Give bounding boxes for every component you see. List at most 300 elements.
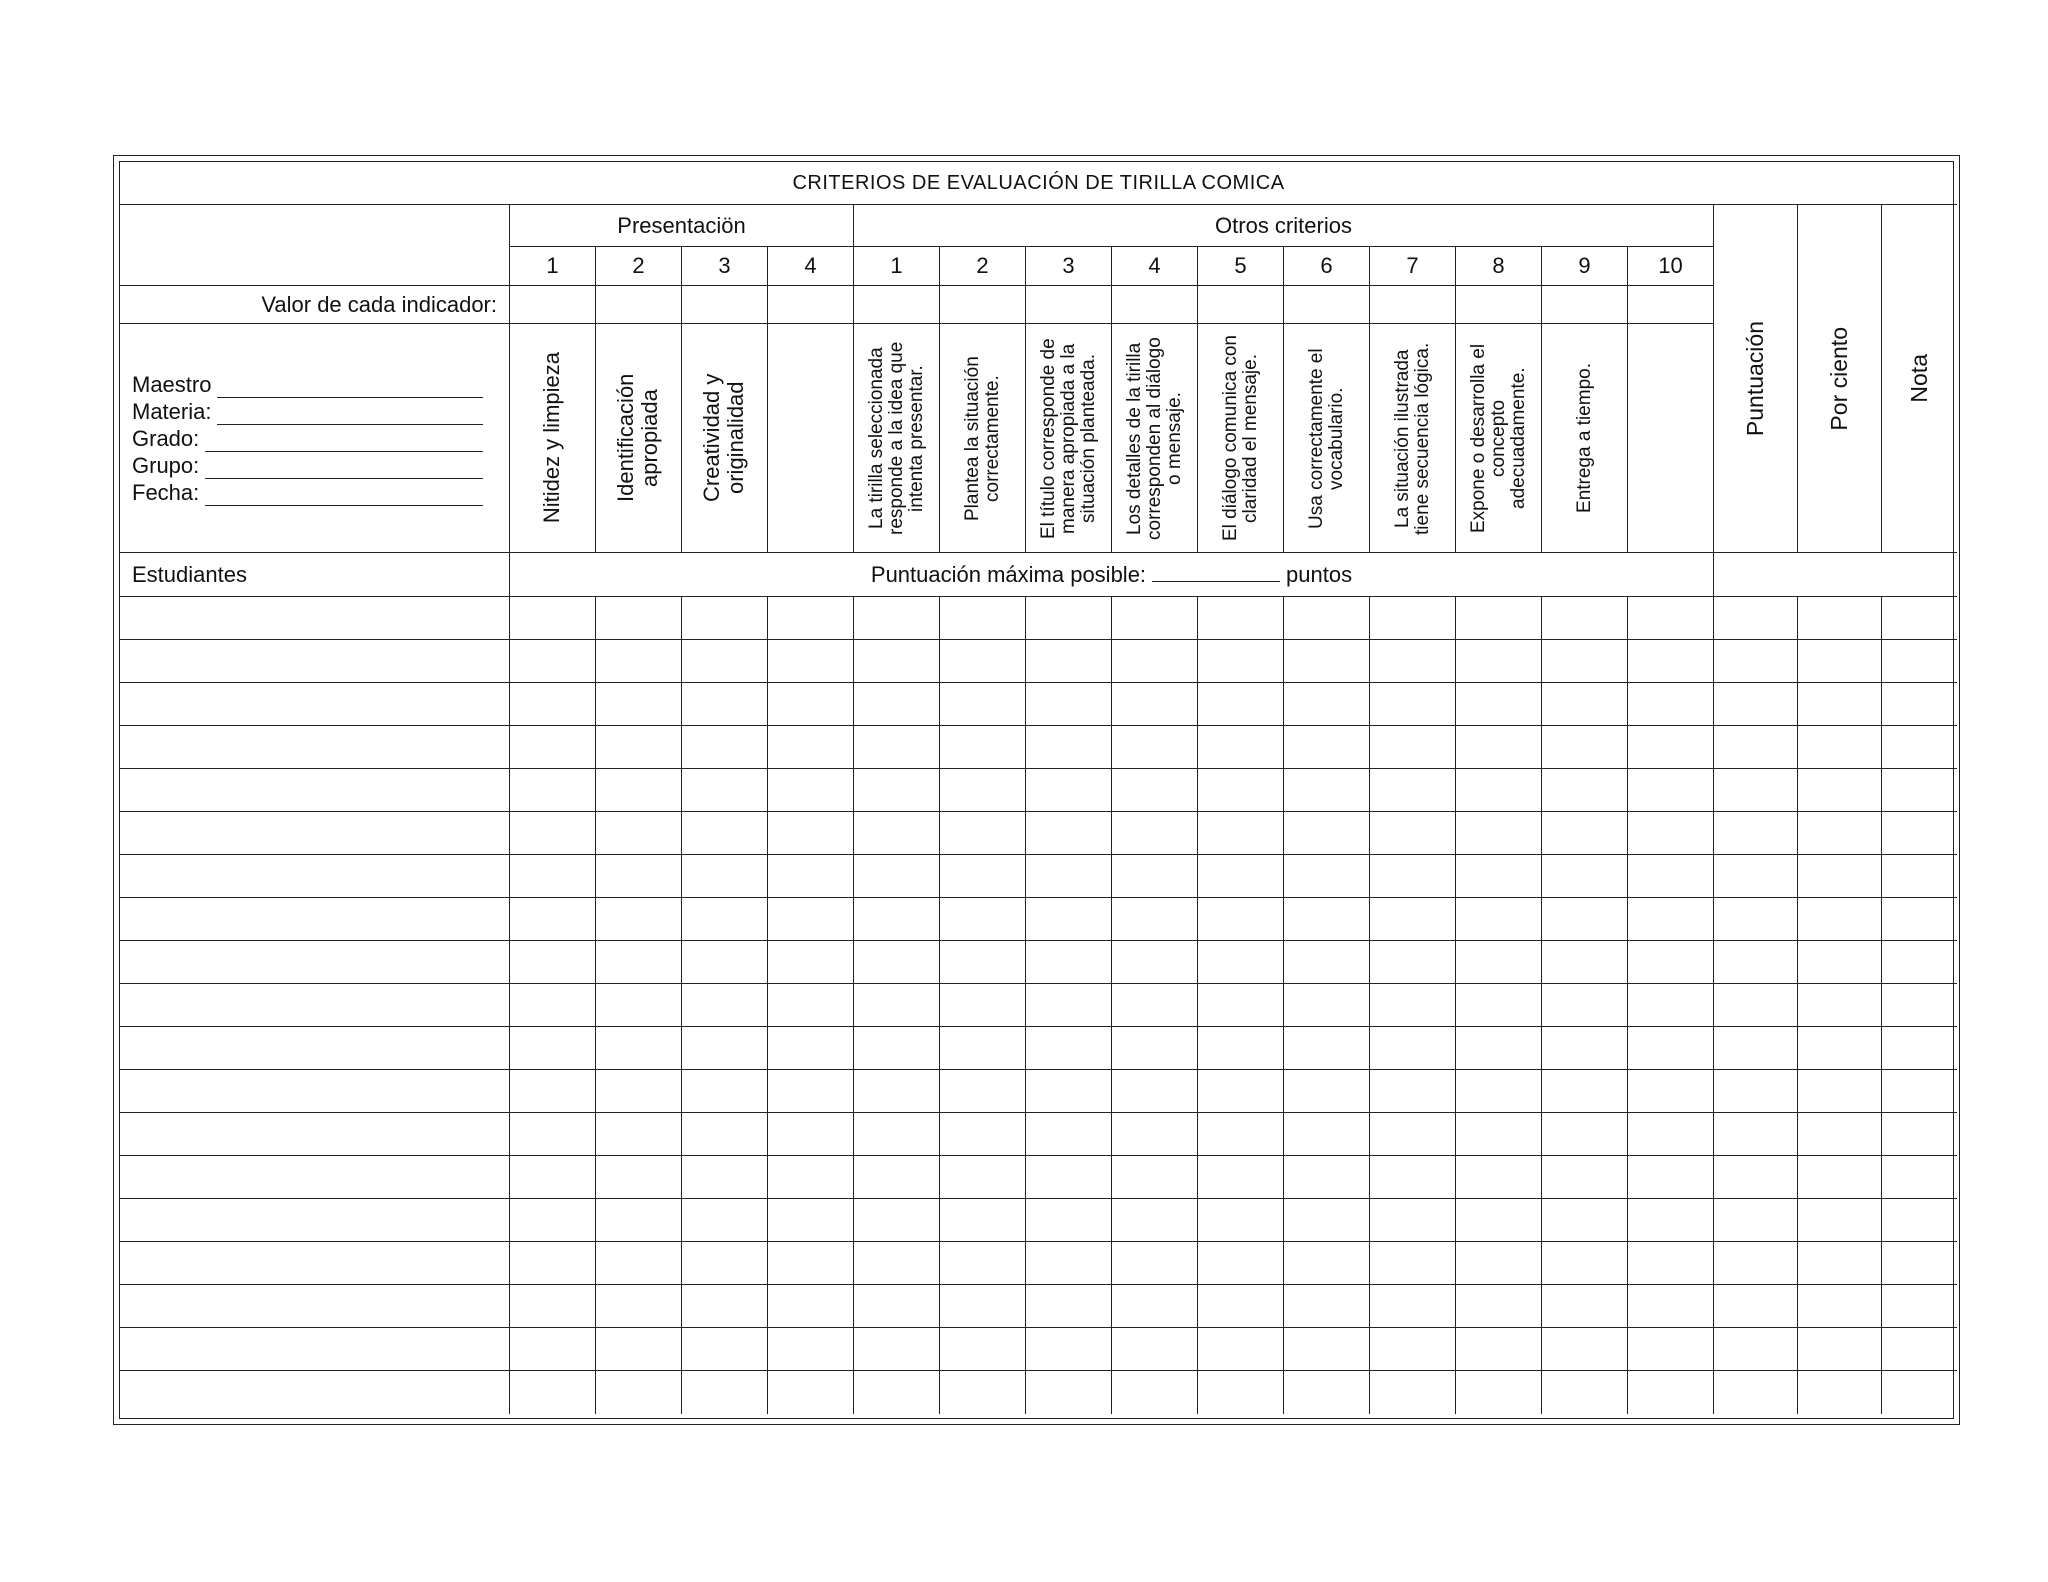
table-cell[interactable] xyxy=(1714,984,1798,1027)
table-cell[interactable] xyxy=(1798,683,1882,726)
table-cell[interactable] xyxy=(854,1156,940,1199)
table-cell[interactable] xyxy=(940,1242,1026,1285)
table-cell[interactable] xyxy=(510,1242,596,1285)
table-cell[interactable] xyxy=(596,1113,682,1156)
table-cell[interactable] xyxy=(1456,1328,1542,1371)
table-cell[interactable] xyxy=(1798,1285,1882,1328)
table-cell[interactable] xyxy=(1198,812,1284,855)
table-cell[interactable] xyxy=(1714,898,1798,941)
table-cell[interactable] xyxy=(1284,1242,1370,1285)
table-cell[interactable] xyxy=(682,1285,768,1328)
table-cell[interactable] xyxy=(1370,984,1456,1027)
table-cell[interactable] xyxy=(1112,855,1198,898)
table-cell[interactable] xyxy=(510,726,596,769)
table-cell[interactable] xyxy=(768,1285,854,1328)
info-blank-1[interactable] xyxy=(217,378,483,398)
table-cell[interactable] xyxy=(1882,1371,1957,1414)
table-cell[interactable] xyxy=(1198,898,1284,941)
table-cell[interactable] xyxy=(596,769,682,812)
table-cell[interactable] xyxy=(854,769,940,812)
table-cell[interactable] xyxy=(682,984,768,1027)
table-cell[interactable] xyxy=(1026,597,1112,640)
student-name-cell[interactable] xyxy=(120,1070,510,1113)
table-cell[interactable] xyxy=(1198,640,1284,683)
presentacion-value-cell-4[interactable] xyxy=(768,286,854,324)
table-cell[interactable] xyxy=(1370,683,1456,726)
table-cell[interactable] xyxy=(596,1027,682,1070)
table-cell[interactable] xyxy=(940,984,1026,1027)
table-cell[interactable] xyxy=(1542,1113,1628,1156)
table-cell[interactable] xyxy=(1882,597,1957,640)
table-cell[interactable] xyxy=(682,1371,768,1414)
table-cell[interactable] xyxy=(854,1242,940,1285)
table-cell[interactable] xyxy=(854,984,940,1027)
otros-value-cell-2[interactable] xyxy=(940,286,1026,324)
table-cell[interactable] xyxy=(1542,984,1628,1027)
table-cell[interactable] xyxy=(1370,898,1456,941)
table-cell[interactable] xyxy=(1882,726,1957,769)
table-cell[interactable] xyxy=(1370,1242,1456,1285)
table-cell[interactable] xyxy=(1284,1371,1370,1414)
table-cell[interactable] xyxy=(1882,941,1957,984)
table-cell[interactable] xyxy=(940,855,1026,898)
student-name-cell[interactable] xyxy=(120,640,510,683)
table-cell[interactable] xyxy=(1456,941,1542,984)
table-cell[interactable] xyxy=(1456,640,1542,683)
table-cell[interactable] xyxy=(510,1156,596,1199)
table-cell[interactable] xyxy=(768,640,854,683)
table-cell[interactable] xyxy=(682,1328,768,1371)
table-cell[interactable] xyxy=(1542,1199,1628,1242)
student-name-cell[interactable] xyxy=(120,769,510,812)
table-cell[interactable] xyxy=(1198,1371,1284,1414)
table-cell[interactable] xyxy=(1198,597,1284,640)
table-cell[interactable] xyxy=(1370,1328,1456,1371)
table-cell[interactable] xyxy=(1714,812,1798,855)
table-cell[interactable] xyxy=(1284,1027,1370,1070)
table-cell[interactable] xyxy=(1370,1070,1456,1113)
table-cell[interactable] xyxy=(1798,984,1882,1027)
table-cell[interactable] xyxy=(1370,1199,1456,1242)
table-cell[interactable] xyxy=(596,597,682,640)
otros-value-cell-7[interactable] xyxy=(1370,286,1456,324)
table-cell[interactable] xyxy=(1112,1027,1198,1070)
table-cell[interactable] xyxy=(1714,1328,1798,1371)
table-cell[interactable] xyxy=(1456,984,1542,1027)
otros-value-cell-9[interactable] xyxy=(1542,286,1628,324)
table-cell[interactable] xyxy=(1628,726,1714,769)
student-name-cell[interactable] xyxy=(120,1156,510,1199)
info-blank-4[interactable] xyxy=(205,459,483,479)
student-name-cell[interactable] xyxy=(120,1328,510,1371)
table-cell[interactable] xyxy=(854,1328,940,1371)
table-cell[interactable] xyxy=(1798,1070,1882,1113)
otros-value-cell-3[interactable] xyxy=(1026,286,1112,324)
table-cell[interactable] xyxy=(1714,1242,1798,1285)
table-cell[interactable] xyxy=(510,683,596,726)
table-cell[interactable] xyxy=(1112,812,1198,855)
table-cell[interactable] xyxy=(1198,1328,1284,1371)
table-cell[interactable] xyxy=(1798,1371,1882,1414)
table-cell[interactable] xyxy=(1198,855,1284,898)
table-cell[interactable] xyxy=(682,597,768,640)
table-cell[interactable] xyxy=(1112,683,1198,726)
table-cell[interactable] xyxy=(1370,941,1456,984)
table-cell[interactable] xyxy=(1112,726,1198,769)
table-cell[interactable] xyxy=(1112,1070,1198,1113)
table-cell[interactable] xyxy=(1198,683,1284,726)
table-cell[interactable] xyxy=(1112,640,1198,683)
table-cell[interactable] xyxy=(854,1199,940,1242)
table-cell[interactable] xyxy=(1284,1156,1370,1199)
table-cell[interactable] xyxy=(768,1070,854,1113)
table-cell[interactable] xyxy=(1198,1156,1284,1199)
table-cell[interactable] xyxy=(1628,812,1714,855)
table-cell[interactable] xyxy=(510,1070,596,1113)
table-cell[interactable] xyxy=(1542,812,1628,855)
table-cell[interactable] xyxy=(682,941,768,984)
table-cell[interactable] xyxy=(1198,769,1284,812)
table-cell[interactable] xyxy=(1882,1113,1957,1156)
table-cell[interactable] xyxy=(1714,855,1798,898)
table-cell[interactable] xyxy=(1714,1027,1798,1070)
student-name-cell[interactable] xyxy=(120,984,510,1027)
table-cell[interactable] xyxy=(1628,640,1714,683)
table-cell[interactable] xyxy=(596,812,682,855)
table-cell[interactable] xyxy=(682,1242,768,1285)
table-cell[interactable] xyxy=(1798,1027,1882,1070)
table-cell[interactable] xyxy=(1284,726,1370,769)
table-cell[interactable] xyxy=(1882,1156,1957,1199)
otros-value-cell-6[interactable] xyxy=(1284,286,1370,324)
table-cell[interactable] xyxy=(1370,1371,1456,1414)
table-cell[interactable] xyxy=(1026,640,1112,683)
info-blank-5[interactable] xyxy=(205,486,483,506)
table-cell[interactable] xyxy=(1284,812,1370,855)
otros-value-cell-1[interactable] xyxy=(854,286,940,324)
table-cell[interactable] xyxy=(1882,855,1957,898)
table-cell[interactable] xyxy=(768,984,854,1027)
table-cell[interactable] xyxy=(1882,769,1957,812)
student-name-cell[interactable] xyxy=(120,1285,510,1328)
table-cell[interactable] xyxy=(1798,640,1882,683)
table-cell[interactable] xyxy=(682,769,768,812)
table-cell[interactable] xyxy=(1456,726,1542,769)
table-cell[interactable] xyxy=(940,1113,1026,1156)
table-cell[interactable] xyxy=(1628,941,1714,984)
table-cell[interactable] xyxy=(1370,1113,1456,1156)
table-cell[interactable] xyxy=(682,855,768,898)
table-cell[interactable] xyxy=(1370,1285,1456,1328)
table-cell[interactable] xyxy=(596,1242,682,1285)
table-cell[interactable] xyxy=(1798,1199,1882,1242)
table-cell[interactable] xyxy=(682,726,768,769)
student-name-cell[interactable] xyxy=(120,898,510,941)
table-cell[interactable] xyxy=(940,597,1026,640)
table-cell[interactable] xyxy=(1026,1371,1112,1414)
table-cell[interactable] xyxy=(682,1199,768,1242)
table-cell[interactable] xyxy=(1026,1199,1112,1242)
table-cell[interactable] xyxy=(1798,898,1882,941)
table-cell[interactable] xyxy=(1026,1242,1112,1285)
table-cell[interactable] xyxy=(854,855,940,898)
table-cell[interactable] xyxy=(510,855,596,898)
table-cell[interactable] xyxy=(940,898,1026,941)
table-cell[interactable] xyxy=(682,812,768,855)
table-cell[interactable] xyxy=(1284,640,1370,683)
table-cell[interactable] xyxy=(1026,984,1112,1027)
table-cell[interactable] xyxy=(1542,898,1628,941)
table-cell[interactable] xyxy=(682,1027,768,1070)
table-cell[interactable] xyxy=(1198,726,1284,769)
table-cell[interactable] xyxy=(1628,898,1714,941)
table-cell[interactable] xyxy=(1628,984,1714,1027)
table-cell[interactable] xyxy=(768,1113,854,1156)
table-cell[interactable] xyxy=(510,1199,596,1242)
table-cell[interactable] xyxy=(510,941,596,984)
table-cell[interactable] xyxy=(510,1371,596,1414)
table-cell[interactable] xyxy=(596,1328,682,1371)
table-cell[interactable] xyxy=(1714,1199,1798,1242)
table-cell[interactable] xyxy=(682,1070,768,1113)
student-name-cell[interactable] xyxy=(120,812,510,855)
table-cell[interactable] xyxy=(1284,1070,1370,1113)
table-cell[interactable] xyxy=(1882,1199,1957,1242)
table-cell[interactable] xyxy=(1882,1328,1957,1371)
table-cell[interactable] xyxy=(510,1285,596,1328)
table-cell[interactable] xyxy=(1198,1199,1284,1242)
table-cell[interactable] xyxy=(940,1328,1026,1371)
table-cell[interactable] xyxy=(1882,898,1957,941)
table-cell[interactable] xyxy=(768,683,854,726)
table-cell[interactable] xyxy=(1542,1242,1628,1285)
otros-value-cell-10[interactable] xyxy=(1628,286,1714,324)
table-cell[interactable] xyxy=(1026,812,1112,855)
table-cell[interactable] xyxy=(1456,1199,1542,1242)
presentacion-value-cell-1[interactable] xyxy=(510,286,596,324)
table-cell[interactable] xyxy=(1628,769,1714,812)
table-cell[interactable] xyxy=(596,1156,682,1199)
table-cell[interactable] xyxy=(1456,1285,1542,1328)
table-cell[interactable] xyxy=(596,640,682,683)
table-cell[interactable] xyxy=(1112,1199,1198,1242)
student-name-cell[interactable] xyxy=(120,683,510,726)
table-cell[interactable] xyxy=(768,726,854,769)
table-cell[interactable] xyxy=(1628,1113,1714,1156)
table-cell[interactable] xyxy=(1284,1199,1370,1242)
table-cell[interactable] xyxy=(1456,855,1542,898)
table-cell[interactable] xyxy=(854,1070,940,1113)
table-cell[interactable] xyxy=(940,683,1026,726)
table-cell[interactable] xyxy=(854,941,940,984)
table-cell[interactable] xyxy=(1112,984,1198,1027)
table-cell[interactable] xyxy=(1284,597,1370,640)
table-cell[interactable] xyxy=(1542,683,1628,726)
table-cell[interactable] xyxy=(768,855,854,898)
table-cell[interactable] xyxy=(1714,726,1798,769)
table-cell[interactable] xyxy=(768,1199,854,1242)
table-cell[interactable] xyxy=(1798,1242,1882,1285)
table-cell[interactable] xyxy=(1026,1285,1112,1328)
table-cell[interactable] xyxy=(1198,1113,1284,1156)
table-cell[interactable] xyxy=(1284,1328,1370,1371)
table-cell[interactable] xyxy=(1798,855,1882,898)
table-cell[interactable] xyxy=(1542,941,1628,984)
table-cell[interactable] xyxy=(1112,597,1198,640)
info-blank-3[interactable] xyxy=(205,432,483,452)
table-cell[interactable] xyxy=(1026,898,1112,941)
table-cell[interactable] xyxy=(1628,1199,1714,1242)
table-cell[interactable] xyxy=(1798,1328,1882,1371)
table-cell[interactable] xyxy=(1882,1285,1957,1328)
table-cell[interactable] xyxy=(854,1285,940,1328)
table-cell[interactable] xyxy=(682,1113,768,1156)
table-cell[interactable] xyxy=(1456,898,1542,941)
table-cell[interactable] xyxy=(1714,640,1798,683)
table-cell[interactable] xyxy=(768,1371,854,1414)
table-cell[interactable] xyxy=(1284,984,1370,1027)
table-cell[interactable] xyxy=(596,1070,682,1113)
table-cell[interactable] xyxy=(1542,1285,1628,1328)
table-cell[interactable] xyxy=(1026,1027,1112,1070)
max-score-blank[interactable] xyxy=(1152,562,1280,582)
table-cell[interactable] xyxy=(1714,597,1798,640)
table-cell[interactable] xyxy=(1456,1027,1542,1070)
table-cell[interactable] xyxy=(1542,597,1628,640)
table-cell[interactable] xyxy=(596,726,682,769)
table-cell[interactable] xyxy=(1714,1156,1798,1199)
table-cell[interactable] xyxy=(1798,726,1882,769)
table-cell[interactable] xyxy=(1714,1285,1798,1328)
table-cell[interactable] xyxy=(596,898,682,941)
table-cell[interactable] xyxy=(682,683,768,726)
table-cell[interactable] xyxy=(682,1156,768,1199)
table-cell[interactable] xyxy=(1628,1156,1714,1199)
table-cell[interactable] xyxy=(1628,597,1714,640)
table-cell[interactable] xyxy=(1628,855,1714,898)
otros-value-cell-5[interactable] xyxy=(1198,286,1284,324)
presentacion-value-cell-2[interactable] xyxy=(596,286,682,324)
table-cell[interactable] xyxy=(1284,941,1370,984)
table-cell[interactable] xyxy=(1112,1371,1198,1414)
table-cell[interactable] xyxy=(1628,1242,1714,1285)
table-cell[interactable] xyxy=(940,812,1026,855)
table-cell[interactable] xyxy=(1112,1285,1198,1328)
table-cell[interactable] xyxy=(940,1371,1026,1414)
otros-value-cell-8[interactable] xyxy=(1456,286,1542,324)
table-cell[interactable] xyxy=(940,640,1026,683)
table-cell[interactable] xyxy=(1542,1371,1628,1414)
table-cell[interactable] xyxy=(1456,1113,1542,1156)
student-name-cell[interactable] xyxy=(120,726,510,769)
table-cell[interactable] xyxy=(1026,1156,1112,1199)
table-cell[interactable] xyxy=(1198,1027,1284,1070)
table-cell[interactable] xyxy=(1370,726,1456,769)
table-cell[interactable] xyxy=(1456,812,1542,855)
table-cell[interactable] xyxy=(1026,1113,1112,1156)
table-cell[interactable] xyxy=(682,898,768,941)
table-cell[interactable] xyxy=(1370,597,1456,640)
table-cell[interactable] xyxy=(1542,769,1628,812)
table-cell[interactable] xyxy=(1112,898,1198,941)
table-cell[interactable] xyxy=(1198,984,1284,1027)
otros-value-cell-4[interactable] xyxy=(1112,286,1198,324)
table-cell[interactable] xyxy=(1882,640,1957,683)
presentacion-value-cell-3[interactable] xyxy=(682,286,768,324)
table-cell[interactable] xyxy=(510,984,596,1027)
table-cell[interactable] xyxy=(1456,597,1542,640)
table-cell[interactable] xyxy=(1882,1027,1957,1070)
table-cell[interactable] xyxy=(1628,1371,1714,1414)
table-cell[interactable] xyxy=(1798,769,1882,812)
table-cell[interactable] xyxy=(1198,1242,1284,1285)
table-cell[interactable] xyxy=(1198,1070,1284,1113)
table-cell[interactable] xyxy=(1370,769,1456,812)
table-cell[interactable] xyxy=(510,898,596,941)
table-cell[interactable] xyxy=(1714,1070,1798,1113)
table-cell[interactable] xyxy=(1026,769,1112,812)
table-cell[interactable] xyxy=(1542,726,1628,769)
table-cell[interactable] xyxy=(510,812,596,855)
table-cell[interactable] xyxy=(940,1156,1026,1199)
table-cell[interactable] xyxy=(1112,1113,1198,1156)
table-cell[interactable] xyxy=(1026,941,1112,984)
table-cell[interactable] xyxy=(1456,1070,1542,1113)
info-blank-2[interactable] xyxy=(217,405,483,425)
table-cell[interactable] xyxy=(1542,1328,1628,1371)
table-cell[interactable] xyxy=(1882,812,1957,855)
table-cell[interactable] xyxy=(940,1199,1026,1242)
student-name-cell[interactable] xyxy=(120,855,510,898)
table-cell[interactable] xyxy=(510,769,596,812)
table-cell[interactable] xyxy=(1456,1371,1542,1414)
table-cell[interactable] xyxy=(1026,1070,1112,1113)
table-cell[interactable] xyxy=(1628,1070,1714,1113)
table-cell[interactable] xyxy=(1112,941,1198,984)
table-cell[interactable] xyxy=(510,640,596,683)
table-cell[interactable] xyxy=(1882,1242,1957,1285)
table-cell[interactable] xyxy=(1026,683,1112,726)
table-cell[interactable] xyxy=(1370,640,1456,683)
table-cell[interactable] xyxy=(1628,683,1714,726)
table-cell[interactable] xyxy=(596,941,682,984)
table-cell[interactable] xyxy=(768,1027,854,1070)
table-cell[interactable] xyxy=(768,941,854,984)
student-name-cell[interactable] xyxy=(120,1242,510,1285)
table-cell[interactable] xyxy=(1542,640,1628,683)
table-cell[interactable] xyxy=(1882,984,1957,1027)
table-cell[interactable] xyxy=(854,683,940,726)
table-cell[interactable] xyxy=(596,683,682,726)
table-cell[interactable] xyxy=(1798,597,1882,640)
table-cell[interactable] xyxy=(1628,1027,1714,1070)
table-cell[interactable] xyxy=(510,597,596,640)
table-cell[interactable] xyxy=(1456,1156,1542,1199)
table-cell[interactable] xyxy=(1112,1328,1198,1371)
table-cell[interactable] xyxy=(940,1285,1026,1328)
table-cell[interactable] xyxy=(854,640,940,683)
table-cell[interactable] xyxy=(596,1199,682,1242)
table-cell[interactable] xyxy=(768,1156,854,1199)
table-cell[interactable] xyxy=(1284,898,1370,941)
table-cell[interactable] xyxy=(1198,1285,1284,1328)
table-cell[interactable] xyxy=(854,812,940,855)
table-cell[interactable] xyxy=(854,1027,940,1070)
table-cell[interactable] xyxy=(1714,1113,1798,1156)
table-cell[interactable] xyxy=(768,769,854,812)
table-cell[interactable] xyxy=(1542,855,1628,898)
table-cell[interactable] xyxy=(1542,1156,1628,1199)
